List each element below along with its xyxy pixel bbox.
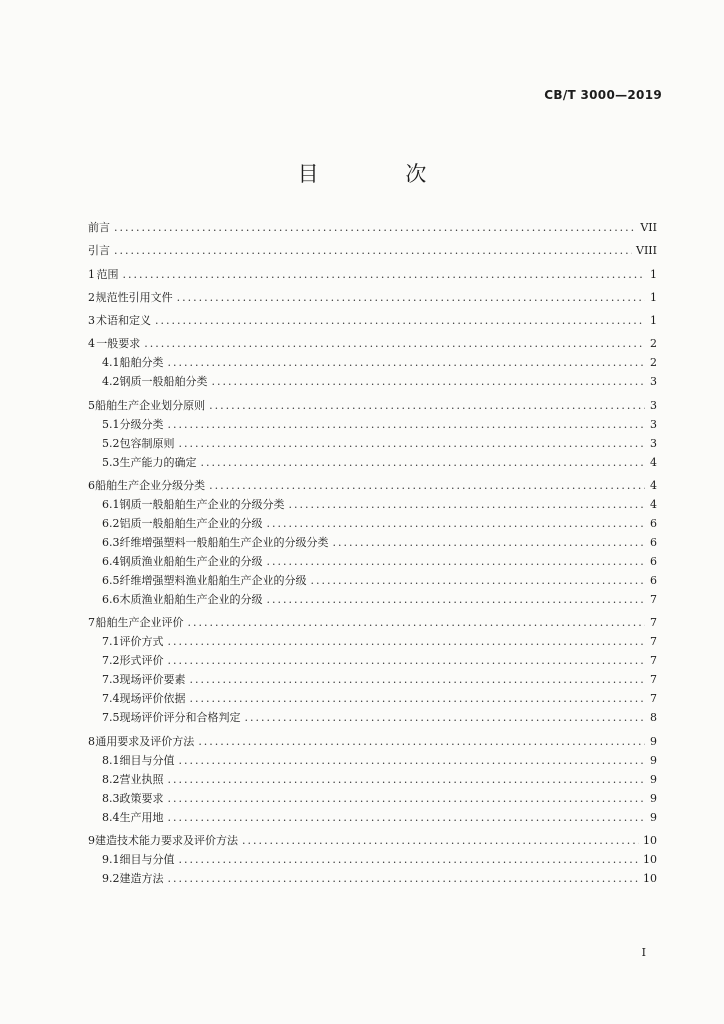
- toc-leader-dots: [333, 533, 646, 552]
- toc-leader-dots: [267, 514, 646, 533]
- toc-entry-page: 2: [650, 356, 657, 370]
- toc-entry-number: 5.2: [102, 436, 120, 450]
- toc-subentry[interactable]: [88, 372, 657, 391]
- toc-entry-label: 船舶生产企业分级分类: [95, 479, 206, 493]
- toc-entry-label: 分级分类: [119, 417, 164, 431]
- toc-entry[interactable]: [88, 831, 657, 850]
- toc-subentry[interactable]: [88, 533, 657, 552]
- toc-entry-page: 6: [650, 574, 657, 588]
- toc-subentry[interactable]: [88, 689, 657, 708]
- toc-entry-number: 6.3: [102, 536, 120, 550]
- toc-entry-label: 营业执照: [119, 772, 164, 786]
- toc-subentry[interactable]: [88, 353, 657, 372]
- toc-entry-number: 3: [88, 314, 95, 328]
- toc-leader-dots: [168, 789, 646, 808]
- toc-entry-number: 8.2: [102, 772, 120, 786]
- toc-entry-page: 4: [650, 479, 657, 493]
- toc-entry-page: 9: [650, 734, 657, 748]
- toc-leader-dots: [179, 434, 646, 453]
- toc-subentry[interactable]: [88, 789, 657, 808]
- toc-entry-label: 规范性引用文件: [95, 290, 173, 304]
- toc-entry[interactable]: [88, 613, 657, 632]
- toc-subentry[interactable]: [88, 751, 657, 770]
- page-title: 目 次: [297, 162, 467, 186]
- toc-leader-dots: [267, 552, 646, 571]
- toc-entry-label: 术语和定义: [96, 314, 152, 328]
- toc-entry-label: 铝质一般船舶生产企业的分级: [119, 517, 263, 531]
- toc-entry-page: 7: [650, 635, 657, 649]
- toc-entry-label: 钢质一般船舶生产企业的分级分类: [119, 498, 285, 512]
- toc-entry-number: 6.4: [102, 555, 120, 569]
- toc-entry-page: 3: [650, 398, 657, 412]
- toc-entry-page: 4: [650, 455, 657, 469]
- toc-entry-label: 纤维增强塑料渔业船舶生产企业的分级: [119, 574, 307, 588]
- toc-leader-dots: [190, 689, 646, 708]
- toc-entry-label: 一般要求: [96, 337, 141, 351]
- toc-entry-page: 7: [650, 616, 657, 630]
- toc-entry-number: 7.1: [102, 635, 120, 649]
- toc-entry-number: 2: [88, 290, 95, 304]
- toc-entry-label: 形式评价: [119, 654, 164, 668]
- toc-leader-dots: [289, 495, 646, 514]
- toc-entry-number: 8.1: [102, 753, 120, 767]
- toc-entry-page: 9: [650, 753, 657, 767]
- toc-entry-number: 7.3: [102, 673, 120, 687]
- toc-entry[interactable]: [88, 288, 657, 307]
- toc-leader-dots: [114, 218, 636, 237]
- toc-entry-page: 10: [643, 833, 657, 847]
- toc-entry-label: 建造方法: [119, 871, 164, 885]
- toc-subentry[interactable]: [88, 514, 657, 533]
- toc-entry[interactable]: [88, 732, 657, 751]
- toc-leader-dots: [311, 571, 646, 590]
- toc-subentry[interactable]: [88, 415, 657, 434]
- toc-subentry[interactable]: [88, 552, 657, 571]
- toc-entry[interactable]: [88, 311, 657, 330]
- toc-entry-number: 6.5: [102, 574, 120, 588]
- toc-entry-page: 2: [650, 337, 657, 351]
- toc-entry-label: 细目与分值: [119, 753, 175, 767]
- toc-entry-page: 7: [650, 654, 657, 668]
- toc-subentry[interactable]: [88, 808, 657, 827]
- toc-entry-page: 7: [650, 692, 657, 706]
- toc-entry-number: 7.5: [102, 711, 120, 725]
- toc-entry-number: 1: [88, 267, 95, 281]
- toc-subentry[interactable]: [88, 670, 657, 689]
- toc-entry-number: 4: [88, 337, 95, 351]
- toc-subentry[interactable]: [88, 590, 657, 609]
- toc-subentry[interactable]: [88, 632, 657, 651]
- toc-entry-number: 7.4: [102, 692, 120, 706]
- toc-entry-number: 8.3: [102, 791, 120, 805]
- toc-subentry[interactable]: [88, 453, 657, 472]
- toc-leader-dots: [201, 453, 646, 472]
- toc-entry-label: 钢质一般船舶分类: [119, 375, 208, 389]
- toc-leader-dots: [209, 476, 645, 495]
- toc-entry-label: 现场评价要素: [119, 673, 186, 687]
- toc-entry-label: 船舶生产企业评价: [95, 616, 184, 630]
- toc-entry-page: 8: [650, 711, 657, 725]
- toc-entry-page: 9: [650, 772, 657, 786]
- toc-subentry[interactable]: [88, 770, 657, 789]
- toc-leader-dots: [212, 372, 646, 391]
- toc-entry[interactable]: [88, 241, 657, 260]
- toc-entry-page: 10: [643, 852, 657, 866]
- toc-leader-dots: [179, 850, 640, 869]
- toc-entry-label: 生产用地: [119, 810, 164, 824]
- toc-leader-dots: [155, 311, 645, 330]
- toc-leader-dots: [245, 708, 646, 727]
- toc-entry-page: 7: [650, 593, 657, 607]
- toc-entry-number: 6.2: [102, 517, 120, 531]
- toc-entry-number: 9.1: [102, 852, 120, 866]
- toc-entry-label: 船舶生产企业划分原则: [95, 398, 206, 412]
- toc-subentry[interactable]: [88, 495, 657, 514]
- toc-entry-number: 7.2: [102, 654, 120, 668]
- toc-leader-dots: [168, 353, 646, 372]
- toc-entry-page: 6: [650, 536, 657, 550]
- toc-entry-label: 钢质渔业船舶生产企业的分级: [119, 555, 263, 569]
- toc-entry-number: 7: [88, 616, 95, 630]
- toc-leader-dots: [114, 241, 632, 260]
- toc-leader-dots: [168, 770, 646, 789]
- toc-leader-dots: [177, 288, 645, 307]
- toc-entry[interactable]: [88, 218, 657, 237]
- toc-entry[interactable]: [88, 476, 657, 495]
- toc-leader-dots: [190, 670, 646, 689]
- toc-subentry[interactable]: [88, 869, 657, 888]
- toc-entry-number: 5.3: [102, 455, 120, 469]
- toc-leader-dots: [168, 415, 646, 434]
- toc-leader-dots: [168, 808, 646, 827]
- toc-entry-page: 10: [643, 871, 657, 885]
- toc-entry-number: 9: [88, 833, 95, 847]
- toc-leader-dots: [209, 396, 645, 415]
- toc-subentry[interactable]: [88, 651, 657, 670]
- toc-entry-label: 政策要求: [119, 791, 164, 805]
- toc-entry-label: 引言: [88, 244, 110, 258]
- toc-subentry[interactable]: [88, 850, 657, 869]
- toc-leader-dots: [187, 613, 645, 632]
- toc-entry-page: VII: [640, 221, 657, 234]
- toc-entry-page: 3: [650, 375, 657, 389]
- toc-entry-page: 4: [650, 498, 657, 512]
- toc-entry-page: 1: [650, 314, 657, 328]
- toc-entry-number: 8.4: [102, 810, 120, 824]
- toc-subentry[interactable]: [88, 434, 657, 453]
- toc-entry-label: 细目与分值: [119, 852, 175, 866]
- toc-entry-label: 评价方式: [119, 635, 164, 649]
- table-of-contents: [88, 218, 657, 888]
- toc-entry-label: 现场评价评分和合格判定: [119, 711, 241, 725]
- toc-entry-page: 3: [650, 436, 657, 450]
- toc-leader-dots: [168, 632, 646, 651]
- toc-entry-page: 6: [650, 517, 657, 531]
- toc-entry-label: 建造技术能力要求及评价方法: [95, 833, 238, 847]
- toc-entry-page: 9: [650, 810, 657, 824]
- toc-leader-dots: [168, 869, 640, 888]
- toc-entry-label: 现场评价依据: [119, 692, 186, 706]
- toc-entry-page: 3: [650, 417, 657, 431]
- toc-entry-page: VIII: [636, 244, 657, 258]
- toc-entry[interactable]: [88, 334, 657, 353]
- toc-leader-dots: [144, 334, 645, 353]
- toc-entry-label: 范围: [96, 267, 119, 281]
- toc-leader-dots: [242, 831, 639, 850]
- toc-entry[interactable]: [88, 265, 657, 284]
- toc-entry-page: 9: [650, 791, 657, 805]
- toc-entry-label: 包容制原则: [119, 436, 175, 450]
- toc-entry-page: 7: [650, 673, 657, 687]
- toc-entry-number: 9.2: [102, 871, 120, 885]
- toc-leader-dots: [198, 732, 645, 751]
- toc-entry-page: 1: [650, 290, 657, 304]
- toc-leader-dots: [168, 651, 646, 670]
- toc-entry-page: 1: [650, 267, 657, 281]
- toc-entry-page: 6: [650, 555, 657, 569]
- toc-leader-dots: [267, 590, 646, 609]
- toc-entry-number: 4.1: [102, 356, 120, 370]
- document-code: CB/T 3000—2019: [544, 88, 662, 102]
- toc-subentry[interactable]: [88, 571, 657, 590]
- toc-entry-label: 通用要求及评价方法: [95, 734, 195, 748]
- toc-entry-number: 4.2: [102, 375, 120, 389]
- toc-entry-label: 生产能力的确定: [119, 455, 197, 469]
- toc-entry-number: 5.1: [102, 417, 120, 431]
- toc-entry-label: 木质渔业船舶生产企业的分级: [119, 593, 263, 607]
- page-number: I: [641, 946, 646, 959]
- toc-entry-number: 6.1: [102, 498, 120, 512]
- toc-leader-dots: [123, 265, 645, 284]
- toc-entry-number: 8: [88, 734, 95, 748]
- toc-subentry[interactable]: [88, 708, 657, 727]
- toc-entry-label: 前言: [88, 221, 110, 234]
- toc-entry-number: 6: [88, 479, 95, 493]
- toc-entry-label: 纤维增强塑料一般船舶生产企业的分级分类: [119, 536, 329, 550]
- toc-leader-dots: [179, 751, 646, 770]
- toc-entry[interactable]: [88, 396, 657, 415]
- toc-entry-label: 船舶分类: [119, 356, 164, 370]
- toc-entry-number: 5: [88, 398, 95, 412]
- toc-entry-number: 6.6: [102, 593, 120, 607]
